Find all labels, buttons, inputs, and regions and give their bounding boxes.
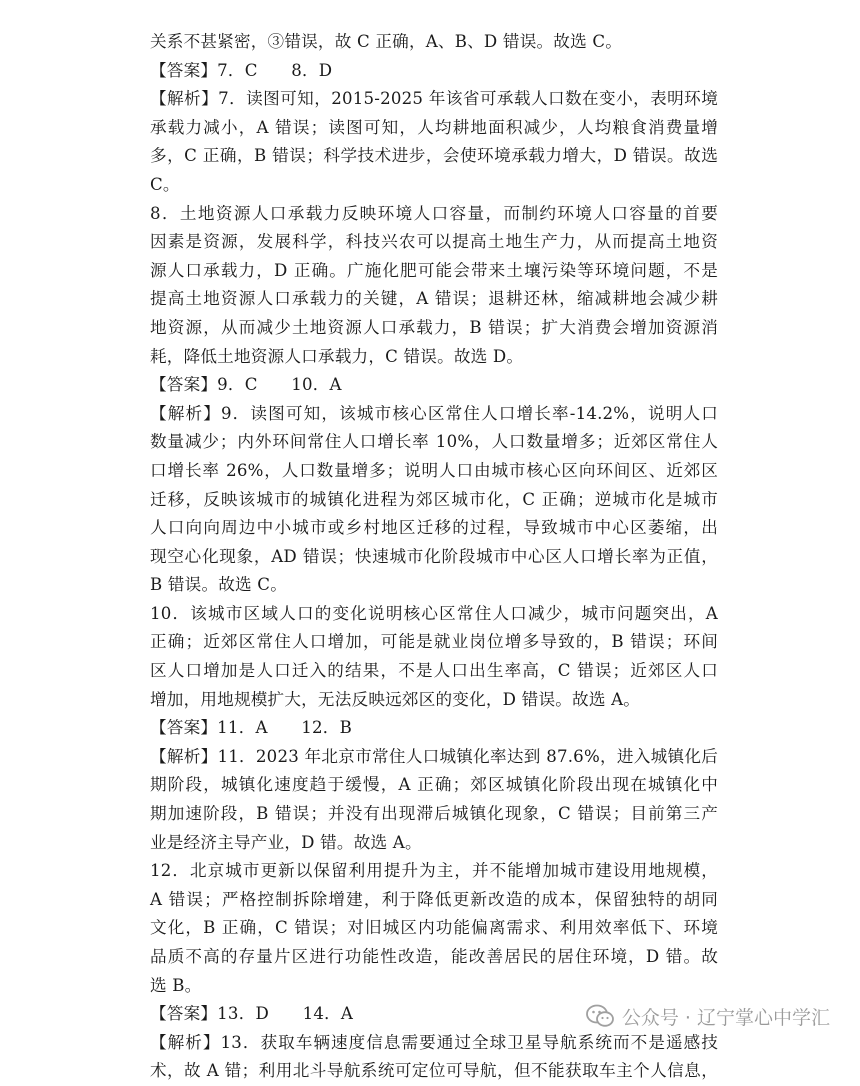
text-line: 增加，用地规模扩大，无法反映远郊区的变化，D 错误。故选 A。 (150, 689, 641, 709)
text-line: 多，C 正确，B 错误；科学技术进步，会使环境承载力增大，D 错误。故选 (150, 146, 718, 166)
text-line: 正确；近郊区常住人口增加，可能是就业岗位增多导致的，B 错误；环间 (150, 632, 718, 652)
text-line: 期阶段，城镇化速度趋于缓慢，A 正确；郊区城镇化阶段出现在城镇化中 (150, 775, 718, 795)
text-line: 人口向向周边中小城市或乡村地区迁移的过程，导致城市中心区萎缩，出 (150, 518, 718, 538)
document-page (150, 28, 718, 1086)
text-line: 因素是资源，发展科学，科技兴农可以提高土地生产力，从而提高土地资 (150, 232, 718, 252)
text-line: C。 (150, 174, 180, 194)
text-line: 数量减少；内外环间常住人口增长率 10%，人口数量增多；近郊区常住人 (150, 432, 718, 452)
wechat-icon (586, 1004, 614, 1028)
text-line: 地资源，从而减少土地资源人口承载力，B 错误；扩大消费会增加资源消 (150, 317, 718, 337)
text-line: 选 B。 (150, 975, 202, 995)
watermark (586, 1001, 830, 1031)
text-line: 术，故 A 错；利用北斗导航系统可定位可导航，但不能获取车主个人信息， (150, 1061, 718, 1081)
text-line: A 错误；严格控制拆除增建，利于降低更新改造的成本，保留独特的胡同 (150, 889, 718, 909)
text-line: B 错误。故选 C。 (150, 575, 288, 595)
text-line: 【解析】7．读图可知，2015-2025 年该省可承载人口数在变小，表明环境 (150, 89, 718, 109)
text-line: 10．该城市区域人口的变化说明核心区常住人口减少，城市问题突出，A (150, 603, 718, 623)
text-line: 文化，B 正确，C 错误；对旧城区内功能偏离需求、利用效率低下、环境 (150, 918, 718, 938)
text-line: 【答案】9．C 10．A (150, 375, 342, 395)
text-line: 品质不高的存量片区进行功能性改造，能改善居民的居住环境，D 错。故 (150, 947, 718, 966)
text-line: 承载力减小，A 错误；读图可知，人均耕地面积减少，人均粮食消费量增 (150, 117, 718, 137)
text-line: 耗，降低土地资源人口承载力，C 错误。故选 D。 (150, 346, 524, 366)
text-line: 【答案】13．D 14．A (150, 1004, 354, 1024)
text-line: 【解析】13．获取车辆速度信息需要通过全球卫星导航系统而不是遥感技 (150, 1032, 718, 1052)
text-line: 关系不甚紧密，③错误，故 C 正确，A、B、D 错误。故选 C。 (150, 32, 623, 51)
text-line: 现空心化现象，AD 错误；快速城市化阶段城市中心区人口增长率为正值， (150, 546, 718, 566)
watermark-text: 公众号 · 辽宁掌心中学汇 (621, 1006, 830, 1029)
text-line: 【答案】11．A 12．B (150, 718, 352, 738)
text-line: 源人口承载力，D 正确。广施化肥可能会带来土壤污染等环境问题，不是 (150, 260, 718, 280)
text-line: 提高土地资源人口承载力的关键，A 错误；退耕还林，缩减耕地会减少耕 (150, 289, 718, 309)
text-line: 期加速阶段，B 错误；并没有出现滞后城镇化现象，C 错误；目前第三产 (150, 804, 718, 824)
text-line: 区人口增加是人口迁入的结果，不是人口出生率高，C 错误；近郊区人口 (150, 661, 718, 681)
text-line: 迁移，反映该城市的城镇化进程为郊区城市化，C 正确；逆城市化是城市 (150, 489, 718, 509)
text-line: 【答案】7．C 8．D (150, 60, 333, 80)
text-line: 12．北京城市更新以保留利用提升为主，并不能增加城市建设用地规模， (150, 861, 718, 881)
text-line: 业是经济主导产业，D 错。故选 A。 (150, 832, 422, 852)
text-line: 【解析】9．读图可知，该城市核心区常住人口增长率-14.2%，说明人口 (150, 403, 718, 423)
text-line: 口增长率 26%，人口数量增多；说明人口由城市核心区向环间区、近郊区 (150, 460, 718, 480)
text-line: 8．土地资源人口承载力反映环境人口容量，而制约环境人口容量的首要 (150, 203, 718, 223)
text-line: 【解析】11．2023 年北京市常住人口城镇化率达到 87.6%，进入城镇化后 (150, 746, 718, 766)
